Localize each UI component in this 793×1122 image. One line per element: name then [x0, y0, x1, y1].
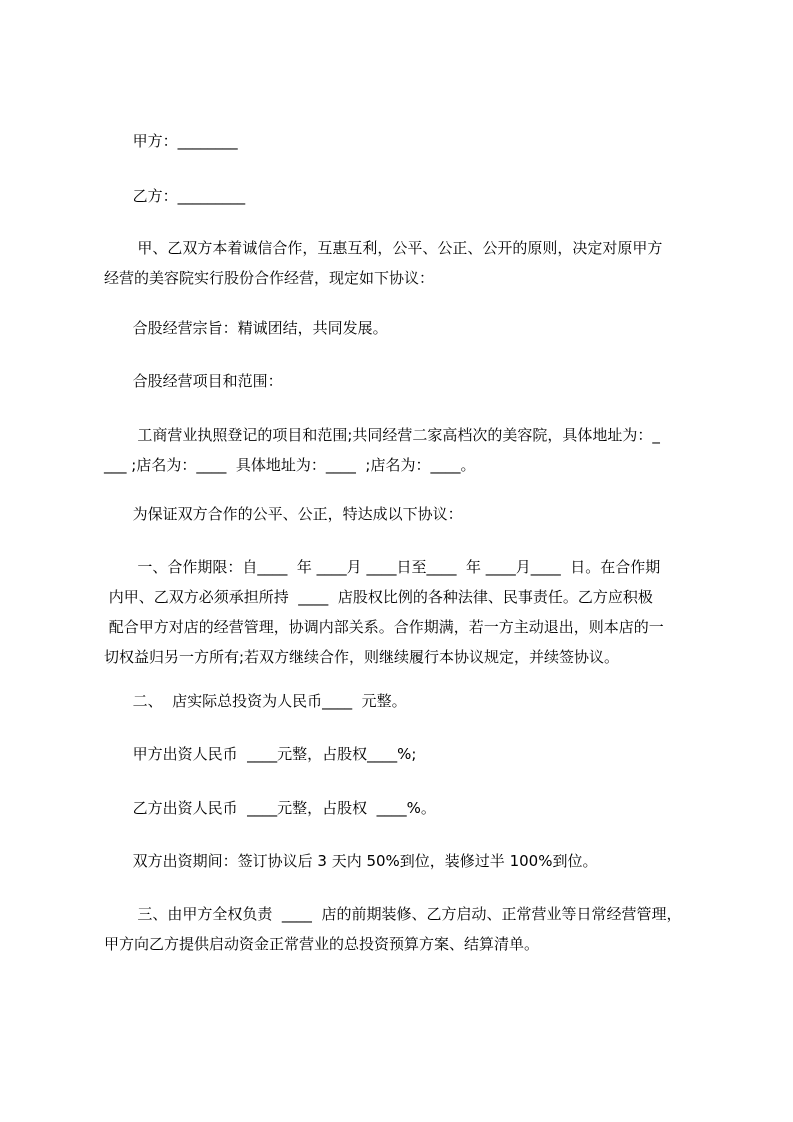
party-b-line: 乙方：_________ — [104, 187, 246, 205]
clause-1-term: 一、合作期限：自____ 年 ____月 ____日至____ 年 ____月____ 日。在合作期 内甲、乙双方必须承担所持 ____ 店股权比例的各种法律、民事责任。乙方应积极 配合甲方对店的经营管理，协调内部关系。合作期满，若一方主动退出，则本店的一 切权益归另一方所有;若双方继续合作，则继续履行本协议规定，并续签协议。 — [104, 558, 664, 666]
agreement-intro: 为保证双方合作的公平、公正，特达成以下协议： — [104, 505, 463, 523]
purpose-paragraph: 合股经营宗旨：精诚团结，共同发展。 — [104, 319, 388, 337]
scope-heading: 合股经营项目和范围： — [104, 372, 283, 390]
intro-paragraph: 甲、乙双方本着诚信合作，互惠互利，公平、公正、公开的原则，决定对原甲方 经营的美容院实行股份合作经营，现定如下协议： — [104, 239, 663, 287]
party-a-line: 甲方：________ — [104, 132, 238, 150]
contribution-schedule: 双方出资期间：签订协议后 3 天内 50%到位，装修过半 100%到位。 — [104, 852, 598, 870]
party-b-contribution: 乙方出资人民币 ____元整，占股权 ____%。 — [104, 799, 436, 817]
scope-paragraph: 工商营业执照登记的项目和范围;共同经营二家高档次的美容院，具体地址为：_ ___ ;店名为：____ 具体地址为：____ ;店名为：____。 — [104, 426, 660, 474]
clause-3-management: 三、由甲方全权负责 ____ 店的前期装修、乙方启动、正常营业等日常经营管理， 甲方向乙方提供启动资金正常营业的总投资预算方案、结算清单。 — [104, 905, 682, 953]
party-a-contribution: 甲方出资人民币 ____元整，占股权____%; — [104, 745, 417, 763]
clause-2-investment: 二、 店实际总投资为人民币____ 元整。 — [104, 692, 407, 710]
